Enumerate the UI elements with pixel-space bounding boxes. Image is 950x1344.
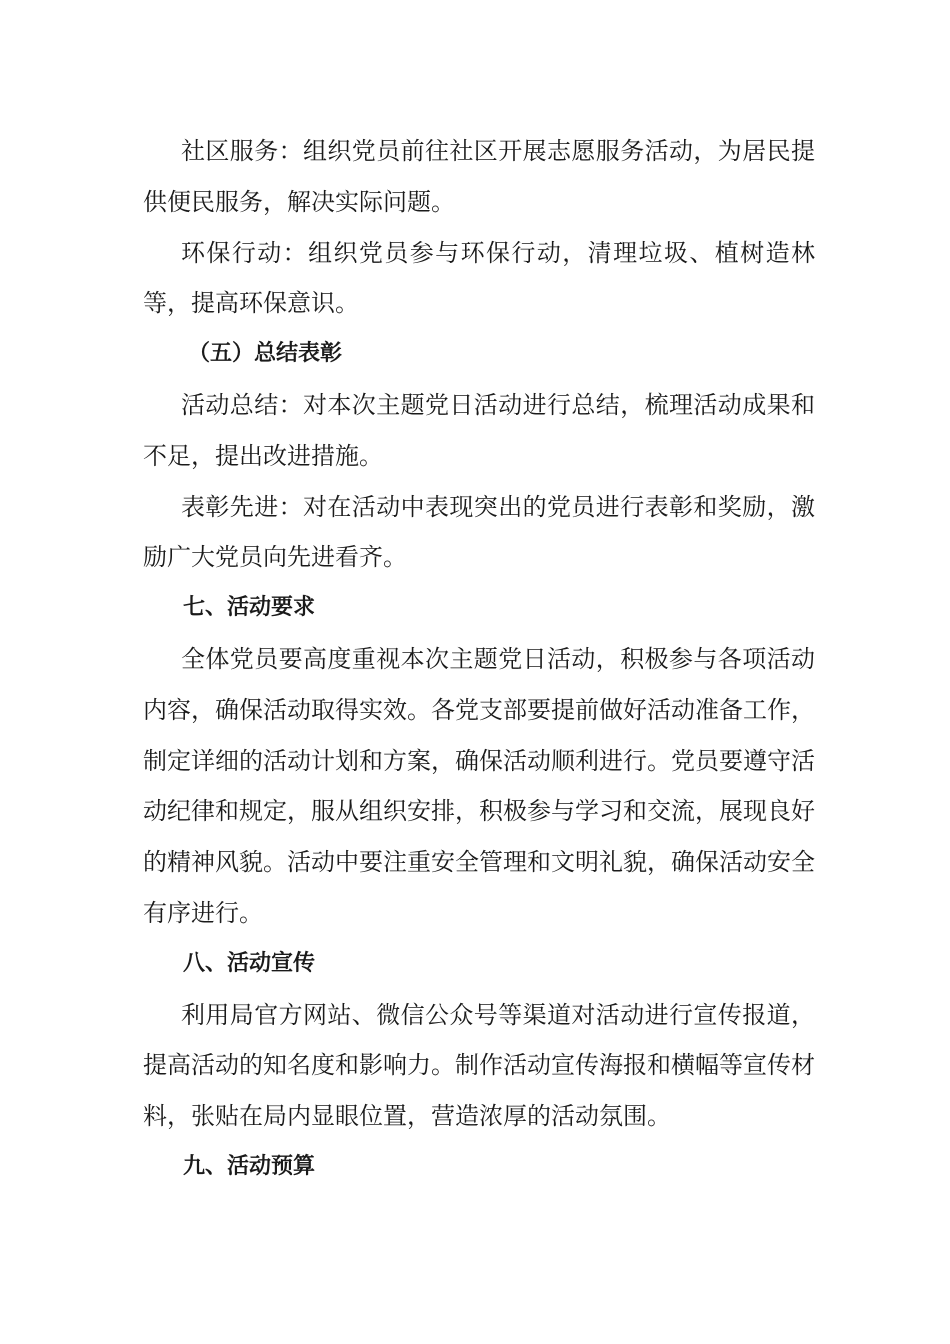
paragraph-publicity: 利用局官方网站、微信公众号等渠道对活动进行宣传报道，提高活动的知名度和影响力。制作活动宣传海报和横幅等宣传材料，张贴在局内显眼位置，营造浓厚的活动氛围。 [143,1000,815,1131]
heading-summary-commendation: （五）总结表彰 [188,341,343,367]
heading-activity-budget: 九、活动预算 [183,1153,316,1179]
paragraph-activity-summary: 活动总结：对本次主题党日活动进行总结，梳理活动成果和不足，提出改进措施。 [143,390,815,470]
heading-activity-requirements: 七、活动要求 [183,595,316,621]
paragraph-commend-advanced: 表彰先进：对在活动中表现突出的党员进行表彰和奖励，激励广大党员向先进看齐。 [143,492,815,572]
paragraph-environmental-action: 环保行动：组织党员参与环保行动，清理垃圾、植树造林等，提高环保意识。 [143,238,815,318]
paragraph-requirements: 全体党员要高度重视本次主题党日活动，积极参与各项活动内容，确保活动取得实效。各党支部要提前做好活动准备工作，制定详细的活动计划和方案，确保活动顺利进行。党员要遵守活动纪律和规定，服从组织安排，积极参与学习和交流，展现良好的精神风貌。活动中要注重安全管理和文明礼貌，确保活动安全有序进行。 [143,644,815,927]
document-page [143,126,815,1193]
paragraph-community-service: 社区服务：组织党员前往社区开展志愿服务活动，为居民提供便民服务，解决实际问题。 [143,137,815,216]
heading-activity-publicity: 八、活动宣传 [183,950,316,976]
